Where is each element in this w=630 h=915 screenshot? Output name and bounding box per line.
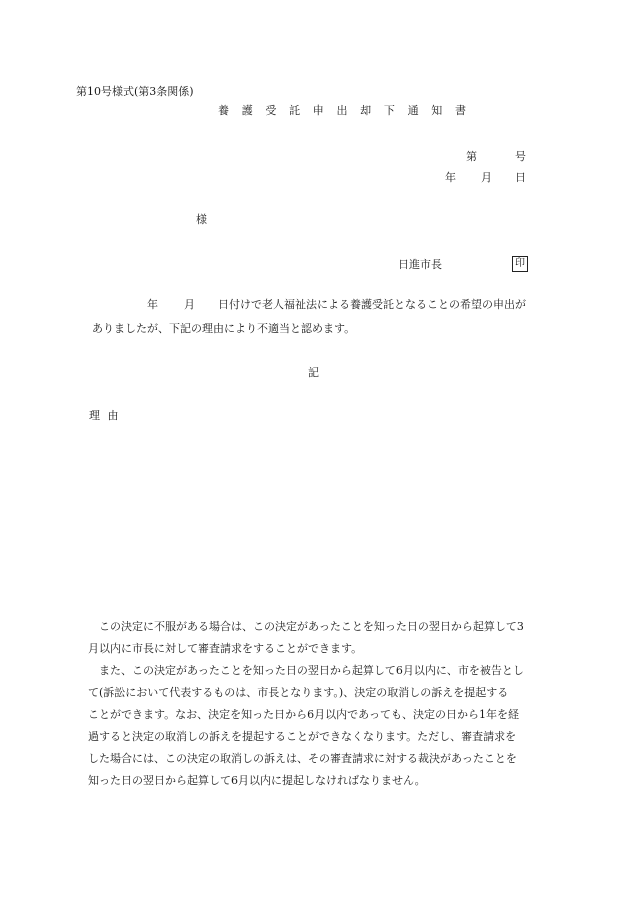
notice-line: この決定に不服がある場合は、この決定があったことを知った日の翌日から起算して3 [88, 620, 524, 633]
body-text-line2: ありましたが、下記の理由により不適当と認めます。 [92, 322, 356, 335]
body-month-label: 月 [184, 298, 195, 311]
appeal-notice [88, 616, 550, 792]
notice-line: て(訴訟において代表するものは、市長となります。)、決定の取消しの訴えを提起する [88, 686, 509, 699]
document-title: 養 護 受 託 申 出 却 下 通 知 書 [218, 104, 471, 117]
date-month-label: 月 [481, 171, 492, 184]
body-year-label: 年 [147, 298, 158, 311]
body-text-line1: 日付けで老人福祉法による養護受託となることの希望の申出が [218, 298, 526, 311]
notice-line: また、この決定があったことを知った日の翌日から起算して6月以内に、市を被告とし [88, 664, 524, 677]
notice-line: 知った日の翌日から起算して6月以内に提起しなければなりません。 [88, 774, 426, 787]
document-number-suffix: 号 [515, 150, 526, 163]
document-number-prefix: 第 [466, 150, 477, 163]
date-year-label: 年 [445, 171, 456, 184]
notice-line: した場合には、この決定の取消しの訴えは、その審査請求に対する裁決があったことを [88, 752, 517, 765]
notice-line: 過すると決定の取消しの訴えを提起することができなくなります。ただし、審査請求を [88, 730, 517, 743]
notice-line: ことができます。なお、決定を知った日から6月以内であっても、決定の日から1年を経 [88, 708, 520, 721]
notice-line: 月以内に市長に対して審査請求をすることができます。 [88, 642, 363, 655]
reason-label: 理 由 [89, 409, 121, 422]
ki-heading: 記 [308, 366, 319, 379]
date-day-label: 日 [515, 171, 526, 184]
addressee-honorific: 様 [196, 213, 207, 226]
seal-mark: 印 [512, 256, 528, 272]
issuer-name: 日進市長 [398, 258, 442, 271]
form-label: 第10号様式(第3条関係) [76, 85, 194, 98]
